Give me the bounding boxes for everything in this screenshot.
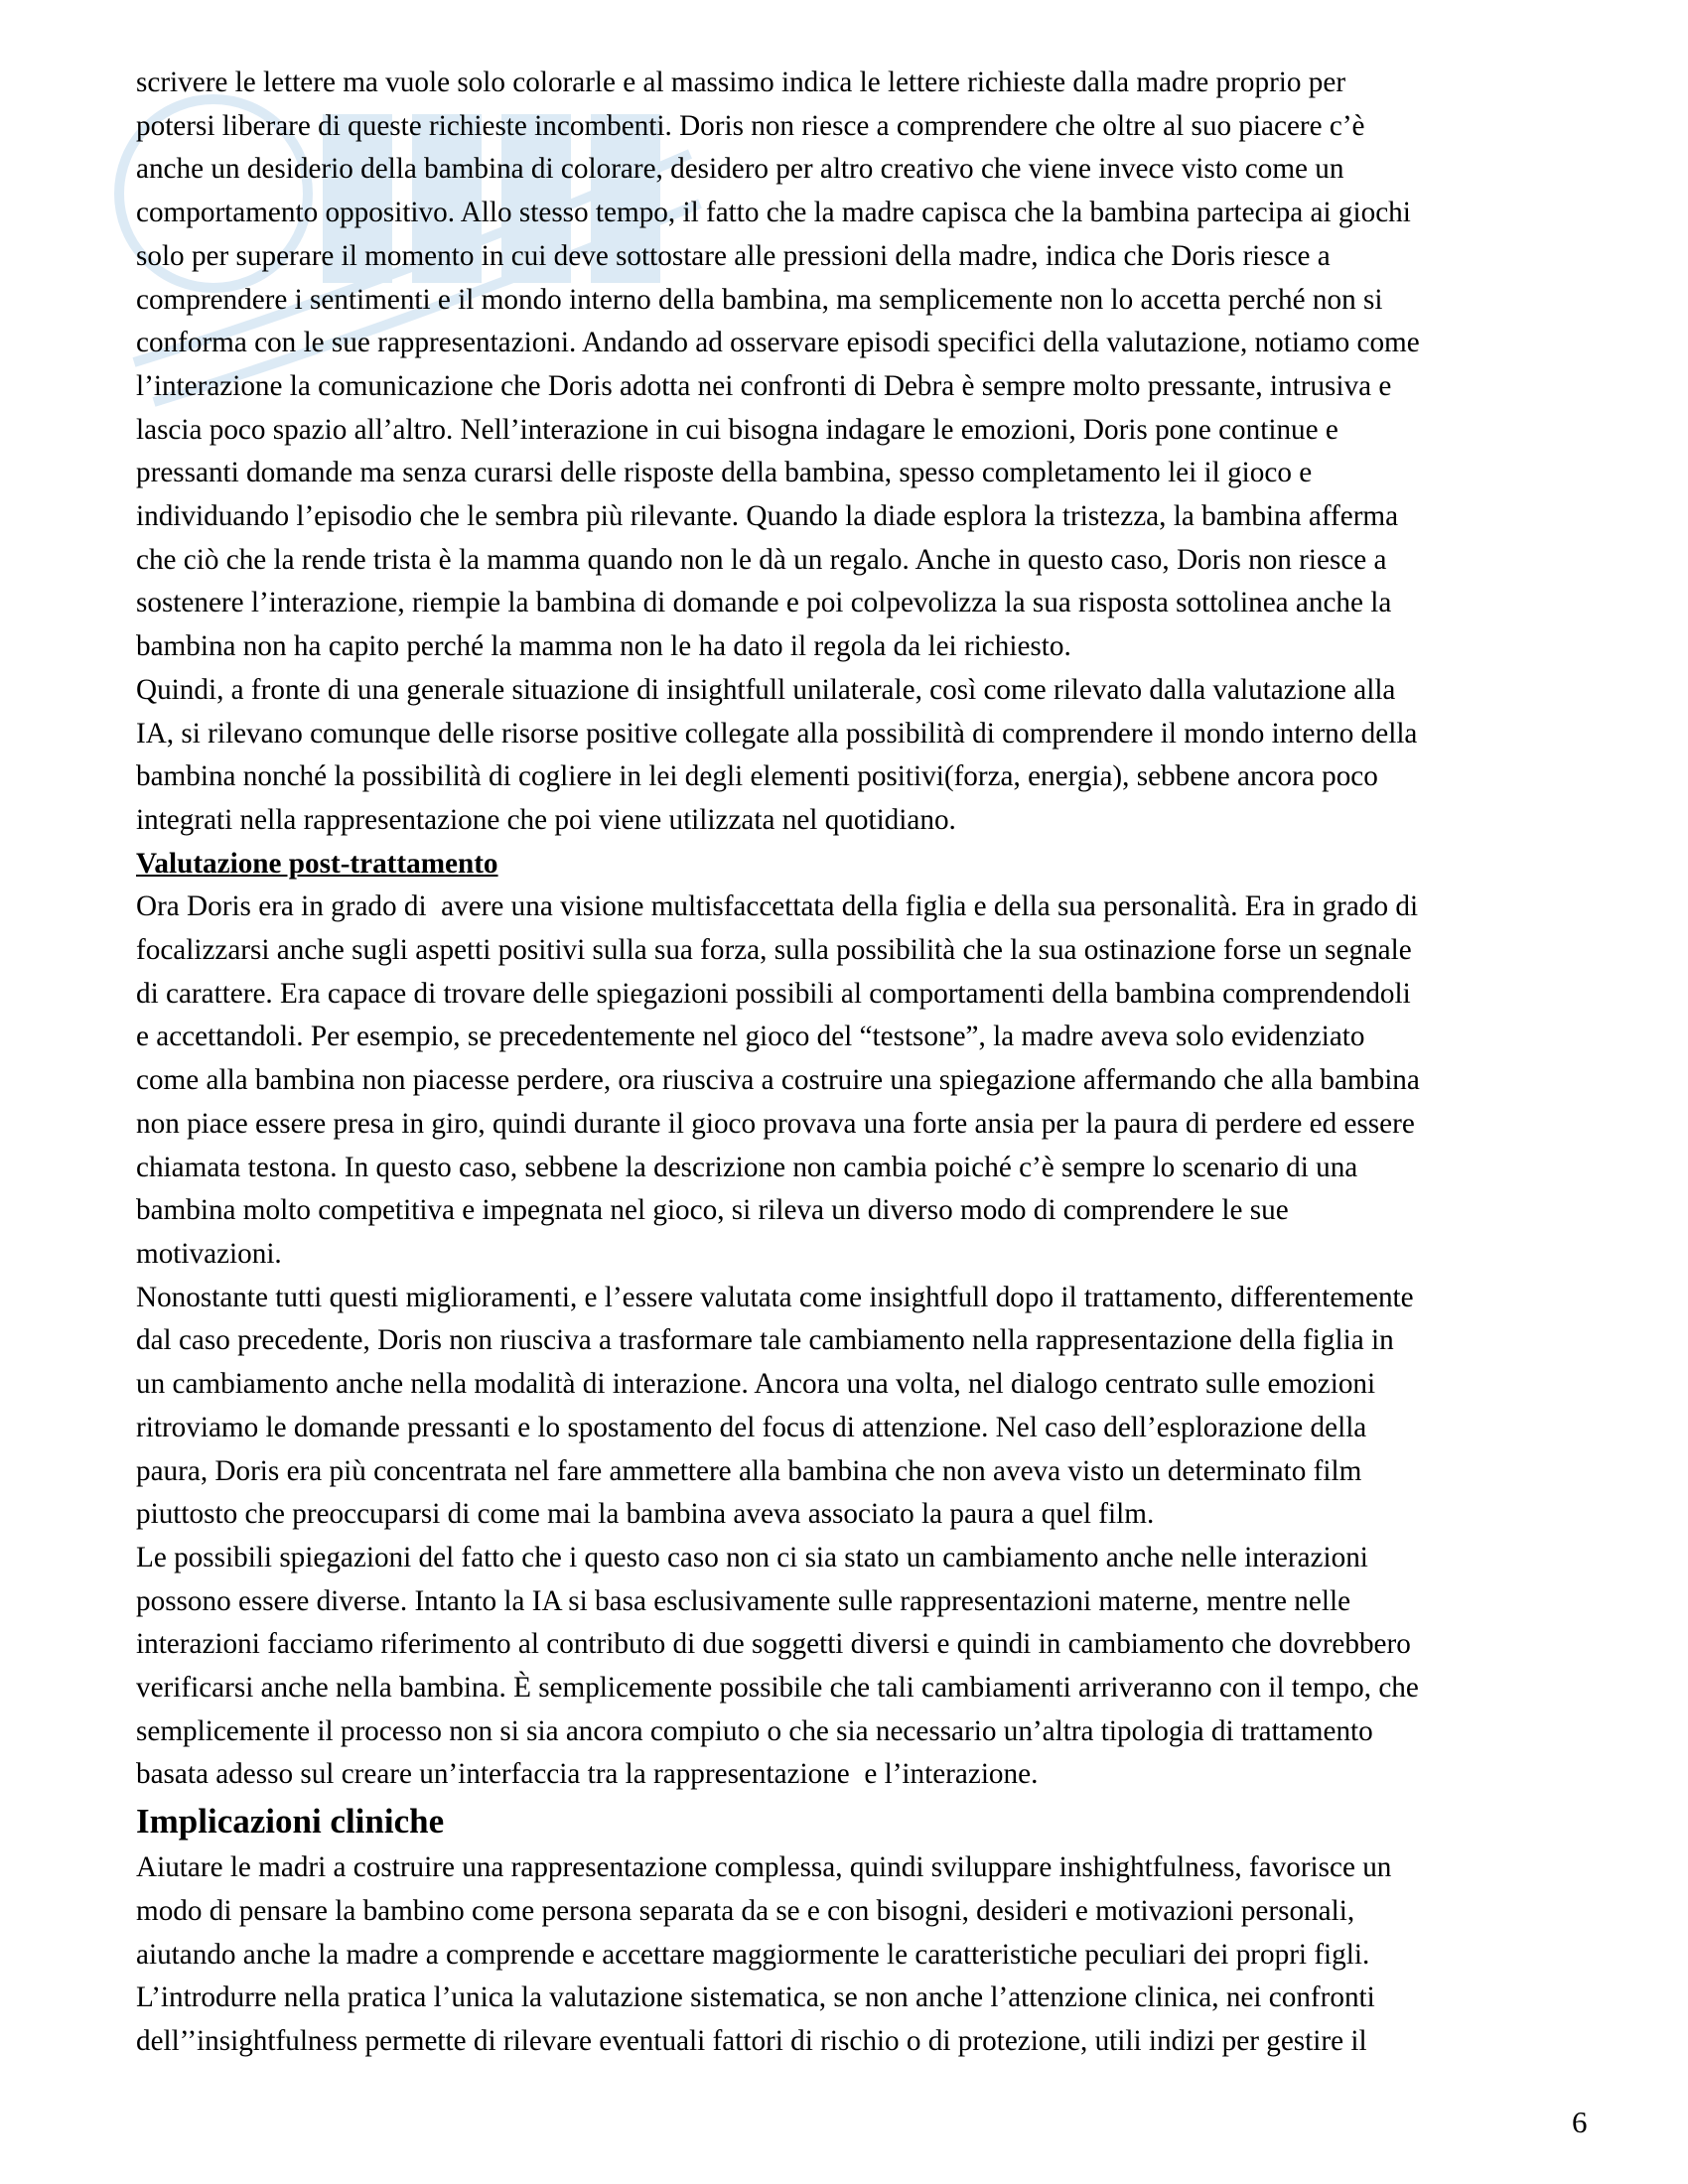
text-line: bambina molto competitiva e impegnata nel gioco, si rileva un diverso modo di comprendere le sue bbox=[136, 1194, 1289, 1227]
text-line: Nonostante tutti questi miglioramenti, e l’essere valutata come insightfull dopo il trattamento, differentemente bbox=[136, 1281, 1414, 1313]
text-line: Quindi, a fronte di una generale situazione di insightfull unilaterale, così come rilevato dalla valutazione alla bbox=[136, 673, 1396, 706]
text-line: sostenere l’interazione, riempie la bambina di domande e poi colpevolizza la sua risposta sottolinea anche la bbox=[136, 587, 1392, 619]
text-line: motivazioni. bbox=[136, 1237, 282, 1270]
text-line: focalizzarsi anche sugli aspetti positivi sulla sua forza, sulla possibilità che la sua ostinazione forse un segnale bbox=[136, 934, 1412, 967]
text-line: comprendere i sentimenti e il mondo interno della bambina, ma semplicemente non lo accetta perché non si bbox=[136, 283, 1383, 316]
text-line: integrati nella rappresentazione che poi viene utilizzata nel quotidiano. bbox=[136, 803, 956, 836]
paragraph-valutazione-post-trattamento bbox=[136, 886, 1606, 1797]
text-line: Ora Doris era in grado di avere una visione multisfaccettata della figlia e della sua personalità. Era in grado di bbox=[136, 890, 1419, 923]
paragraph-implicazioni-cliniche bbox=[136, 1846, 1606, 2064]
text-line: non piace essere presa in giro, quindi durante il gioco provava una forte ansia per la paura di perdere ed essere bbox=[136, 1107, 1415, 1140]
text-line: solo per superare il momento in cui deve sottostare alle pressioni della madre, indica che Doris riesce a bbox=[136, 239, 1331, 272]
text-line: semplicemente il processo non si sia ancora compiuto o che sia necessario un’altra tipologia di trattamento bbox=[136, 1714, 1373, 1747]
text-line: IA, si rilevano comunque delle risorse positive collegate alla possibilità di comprendere il mondo interno della bbox=[136, 717, 1418, 750]
text-line: possono essere diverse. Intanto la IA si basa esclusivamente sulle rappresentazioni materne, mentre nelle bbox=[136, 1584, 1351, 1617]
paragraph-valutazione-iniziale bbox=[136, 62, 1606, 843]
text-line: anche un desiderio della bambina di colorare, desidero per altro creativo che viene invece visto come un bbox=[136, 153, 1344, 186]
text-line: piuttosto che preoccuparsi di come mai la bambina aveva associato la paura a quel film. bbox=[136, 1498, 1155, 1531]
text-line: scrivere le lettere ma vuole solo colorarle e al massimo indica le lettere richieste dalla madre proprio per bbox=[136, 67, 1346, 98]
text-line: di carattere. Era capace di trovare delle spiegazioni possibili al comportamenti della bambina comprendendoli bbox=[136, 977, 1411, 1010]
text-line: che ciò che la rende trista è la mamma quando non le dà un regalo. Anche in questo caso, Doris non riesce a bbox=[136, 543, 1387, 576]
text-line: e accettandoli. Per esempio, se precedentemente nel gioco del “testsone”, la madre aveva solo evidenziato bbox=[136, 1021, 1365, 1053]
text-line: pressanti domande ma senza curarsi delle risposte della bambina, spesso completamento lei il gioco e bbox=[136, 457, 1313, 489]
text-line: modo di pensare la bambino come persona separata da se e con bisogni, desideri e motivazioni personali, bbox=[136, 1894, 1355, 1927]
text-line: L’introdurre nella pratica l’unica la valutazione sistematica, se non anche l’attenzione clinica, nei confronti bbox=[136, 1981, 1375, 2014]
text-line: interazioni facciamo riferimento al contributo di due soggetti diversi e quindi in cambiamento che dovrebbero bbox=[136, 1628, 1411, 1661]
text-line: conforma con le sue rappresentazioni. Andando ad osservare episodi specifici della valutazione, notiamo come bbox=[136, 327, 1420, 359]
text-line: un cambiamento anche nella modalità di interazione. Ancora una volta, nel dialogo centrato sulle emozioni bbox=[136, 1368, 1376, 1401]
document-page bbox=[136, 62, 1606, 2064]
text-line: aiutando anche la madre a comprende e accettare maggiormente le caratteristiche peculiari dei propri figli. bbox=[136, 1938, 1370, 1971]
text-line: dell’’insightfulness permette di rilevare eventuali fattori di rischio o di protezione, utili indizi per gestire il bbox=[136, 2024, 1367, 2057]
text-line: bambina nonché la possibilità di cogliere in lei degli elementi positivi(forza, energia), sebbene ancora poco bbox=[136, 760, 1378, 793]
section-subheading: Valutazione post-trattamento bbox=[136, 847, 498, 880]
text-line: Aiutare le madri a costruire una rappresentazione complessa, quindi sviluppare inshightfulness, favorisce un bbox=[136, 1851, 1392, 1884]
text-line: chiamata testona. In questo caso, sebbene la descrizione non cambia poiché c’è sempre lo scenario di una bbox=[136, 1151, 1358, 1183]
section-heading: Implicazioni cliniche bbox=[136, 1802, 445, 1842]
text-line: Le possibili spiegazioni del fatto che i questo caso non ci sia stato un cambiamento anche nelle interazioni bbox=[136, 1541, 1368, 1573]
text-line: individuando l’episodio che le sembra più rilevante. Quando la diade esplora la tristezza, la bambina afferma bbox=[136, 500, 1399, 533]
text-line: dal caso precedente, Doris non riusciva a trasformare tale cambiamento nella rappresentazione della figlia in bbox=[136, 1324, 1394, 1357]
text-line: bambina non ha capito perché la mamma non le ha dato il regola da lei richiesto. bbox=[136, 630, 1071, 663]
text-line: comportamento oppositivo. Allo stesso tempo, il fatto che la madre capisca che la bambina partecipa ai giochi bbox=[136, 197, 1411, 229]
page-number: 6 bbox=[1572, 2105, 1588, 2139]
text-line: come alla bambina non piacesse perdere, ora riusciva a costruire una spiegazione affermando che alla bambina bbox=[136, 1064, 1420, 1097]
text-line: potersi liberare di queste richieste incombenti. Doris non riesce a comprendere che oltre al suo piacere c’è bbox=[136, 109, 1365, 142]
text-line: l’interazione la comunicazione che Doris adotta nei confronti di Debra è sempre molto pressante, intrusiva e bbox=[136, 369, 1392, 402]
text-line: verificarsi anche nella bambina. È semplicemente possibile che tali cambiamenti arriveranno con il tempo, che bbox=[136, 1672, 1419, 1705]
text-line: paura, Doris era più concentrata nel fare ammettere alla bambina che non aveva visto un determinato film bbox=[136, 1454, 1362, 1487]
text-line: ritroviamo le domande pressanti e lo spostamento del focus di attenzione. Nel caso dell’esplorazione della bbox=[136, 1411, 1367, 1443]
text-line: lascia poco spazio all’altro. Nell’interazione in cui bisogna indagare le emozioni, Doris pone continue e bbox=[136, 413, 1338, 446]
text-line: basata adesso sul creare un’interfaccia tra la rappresentazione e l’interazione. bbox=[136, 1758, 1039, 1791]
